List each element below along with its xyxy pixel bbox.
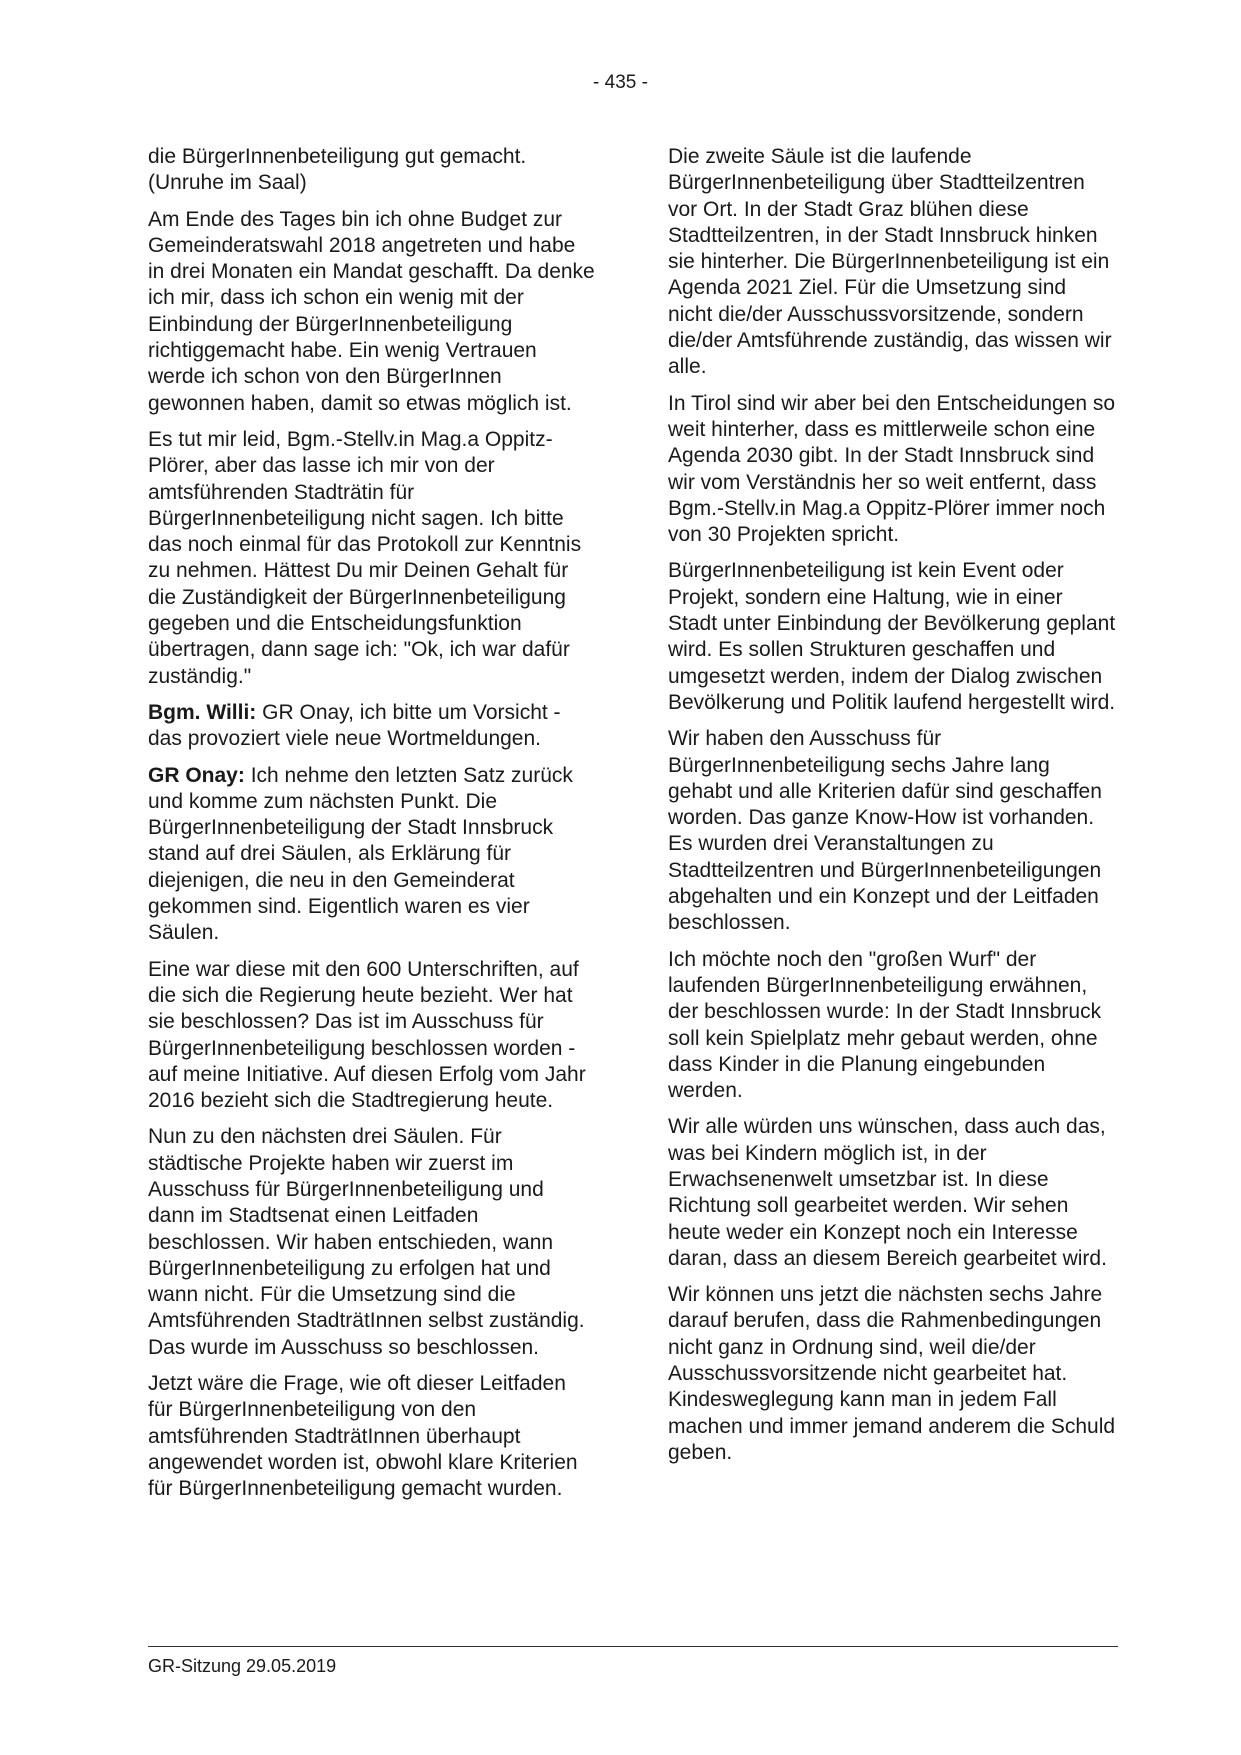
paragraph: Am Ende des Tages bin ich ohne Budget zur Gemeinderatswahl 2018 angetreten und habe in drei Monaten ein Mandat geschafft. Da denke ich mir, dass ich schon ein wenig mit der Einbindung der BürgerInnenbeteiligung richtiggemacht habe. Ein wenig Vertrauen werde ich schon von den BürgerInnen gewonnen haben, damit so etwas möglich ist. — [148, 207, 595, 415]
paragraph: Wir alle würden uns wünschen, dass auch das, was bei Kindern möglich ist, in der Erwachsenenwelt umsetzbar ist. In diese Richtung soll gearbeitet werden. Wir sehen heute weder ein Konzept noch ein Interesse daran, dass an diesem Bereich gearbeitet wird. — [668, 1115, 1107, 1270]
paragraph: Wir haben den Ausschuss für BürgerInnenbeteiligung sechs Jahre lang gehabt und alle Kriterien dafür sind geschaffen worden. Das ganze Know-How ist vorhanden. Es wurden drei Veranstaltungen zu Stadtteilzentren und BürgerInnenbeteiligungen abgehalten und ein Konzept und der Leitfaden beschlossen. — [668, 727, 1102, 935]
paragraph: Jetzt wäre die Frage, wie oft dieser Leitfaden für BürgerInnenbeteiligung von den amtsführenden StadträtInnen überhaupt angewendet worden ist, obwohl klare Kriterien für BürgerInnenbeteiligung gemacht wurden. — [148, 1372, 578, 1501]
paragraph: Wir können uns jetzt die nächsten sechs Jahre darauf berufen, dass die Rahmenbedingungen nicht ganz in Ordnung sind, weil die/der Ausschussvorsitzende nicht gearbeitet hat. Kindesweglegung kann man in jedem Fall machen und immer jemand anderem die Schuld geben. — [668, 1283, 1116, 1464]
paragraph: Die zweite Säule ist die laufende BürgerInnenbeteiligung über Stadtteilzentren vor Ort. In der Stadt Graz blühen diese Stadtteilzentren, in der Stadt Innsbruck hinken sie hinterher. Die BürgerInnenbeteiligung ist ein Agenda 2021 Ziel. Für die Umsetzung sind nicht die/der Ausschussvorsitzende, sondern die/der Amtsführende zuständig, das wissen wir alle. — [668, 145, 1112, 379]
paragraph: BürgerInnenbeteiligung ist kein Event oder Projekt, sondern eine Haltung, wie in einer Stadt unter Einbindung der Bevölkerung geplant wird. Es sollen Strukturen geschaffen und umgesetzt werden, indem der Dialog zwischen Bevölkerung und Politik laufend hergestellt wird. — [668, 559, 1116, 714]
paragraph: Eine war diese mit den 600 Unterschriften, auf die sich die Regierung heute bezieht. Wer hat sie beschlossen? Das ist im Ausschuss für BürgerInnenbeteiligung beschlossen worden - auf meine Initiative. Auf diesen Erfolg vom Jahr 2016 bezieht sich die Stadtregierung heute. — [148, 957, 586, 1113]
paragraph: GR Onay: Ich nehme den letzten Satz zurück und komme zum nächsten Punkt. Die BürgerInnenbeteiligung der Stadt Innsbruck stand auf drei Säulen, als Erklärung für diejenigen, die neu in den Gemeinderat gekommen sind. Eigentlich waren es vier Säulen. — [148, 763, 573, 945]
right-column — [668, 144, 1116, 1476]
left-column — [148, 144, 596, 1513]
footer-divider — [148, 1646, 1118, 1647]
speaker-name: Bgm. Willi: — [148, 700, 257, 724]
footer-session-date: GR-Sitzung 29.05.2019 — [148, 1656, 337, 1676]
paragraph: die BürgerInnenbeteiligung gut gemacht. (Unruhe im Saal) — [148, 145, 527, 195]
paragraph: Nun zu den nächsten drei Säulen. Für städtische Projekte haben wir zuerst im Ausschuss für BürgerInnenbeteiligung und dann im Stadtsenat einen Leitfaden beschlossen. Wir haben entschieden, wann BürgerInnenbeteiligung zu erfolgen hat und wann nicht. Für die Umsetzung sind die Amtsführenden StadträtInnen selbst zuständig. Das wurde im Ausschuss so beschlossen. — [148, 1125, 585, 1359]
paragraph: Bgm. Willi: GR Onay, ich bitte um Vorsicht - das provoziert viele neue Wortmeldungen. — [148, 700, 561, 751]
paragraph: In Tirol sind wir aber bei den Entscheidungen so weit hinterher, dass es mittlerweile schon eine Agenda 2030 gibt. In der Stadt Innsbruck sind wir vom Verständnis her so weit entfernt, dass Bgm.-Stellv.in Mag.a Oppitz-Plörer immer noch von 30 Projekten spricht. — [668, 391, 1116, 547]
page-number: - 435 - — [593, 72, 648, 93]
paragraph: Ich möchte noch den "großen Wurf" der laufenden BürgerInnenbeteiligung erwähnen, der beschlossen wurde: In der Stadt Innsbruck soll kein Spielplatz mehr gebaut werden, ohne dass Kinder in die Planung eingebunden werden. — [668, 947, 1102, 1103]
speaker-name: GR Onay: — [148, 763, 245, 787]
paragraph: Es tut mir leid, Bgm.-Stellv.in Mag.a Oppitz-Plörer, aber das lasse ich mir von der amtsführenden Stadträtin für BürgerInnenbeteiligung nicht sagen. Ich bitte das noch einmal für das Protokoll zur Kenntnis zu nehmen. Hättest Du mir Deinen Gehalt für die Zuständigkeit der BürgerInnenbeteiligung gegeben und die Entscheidungsfunktion übertragen, dann sage ich: "Ok, ich war dafür zuständig." — [148, 427, 582, 688]
